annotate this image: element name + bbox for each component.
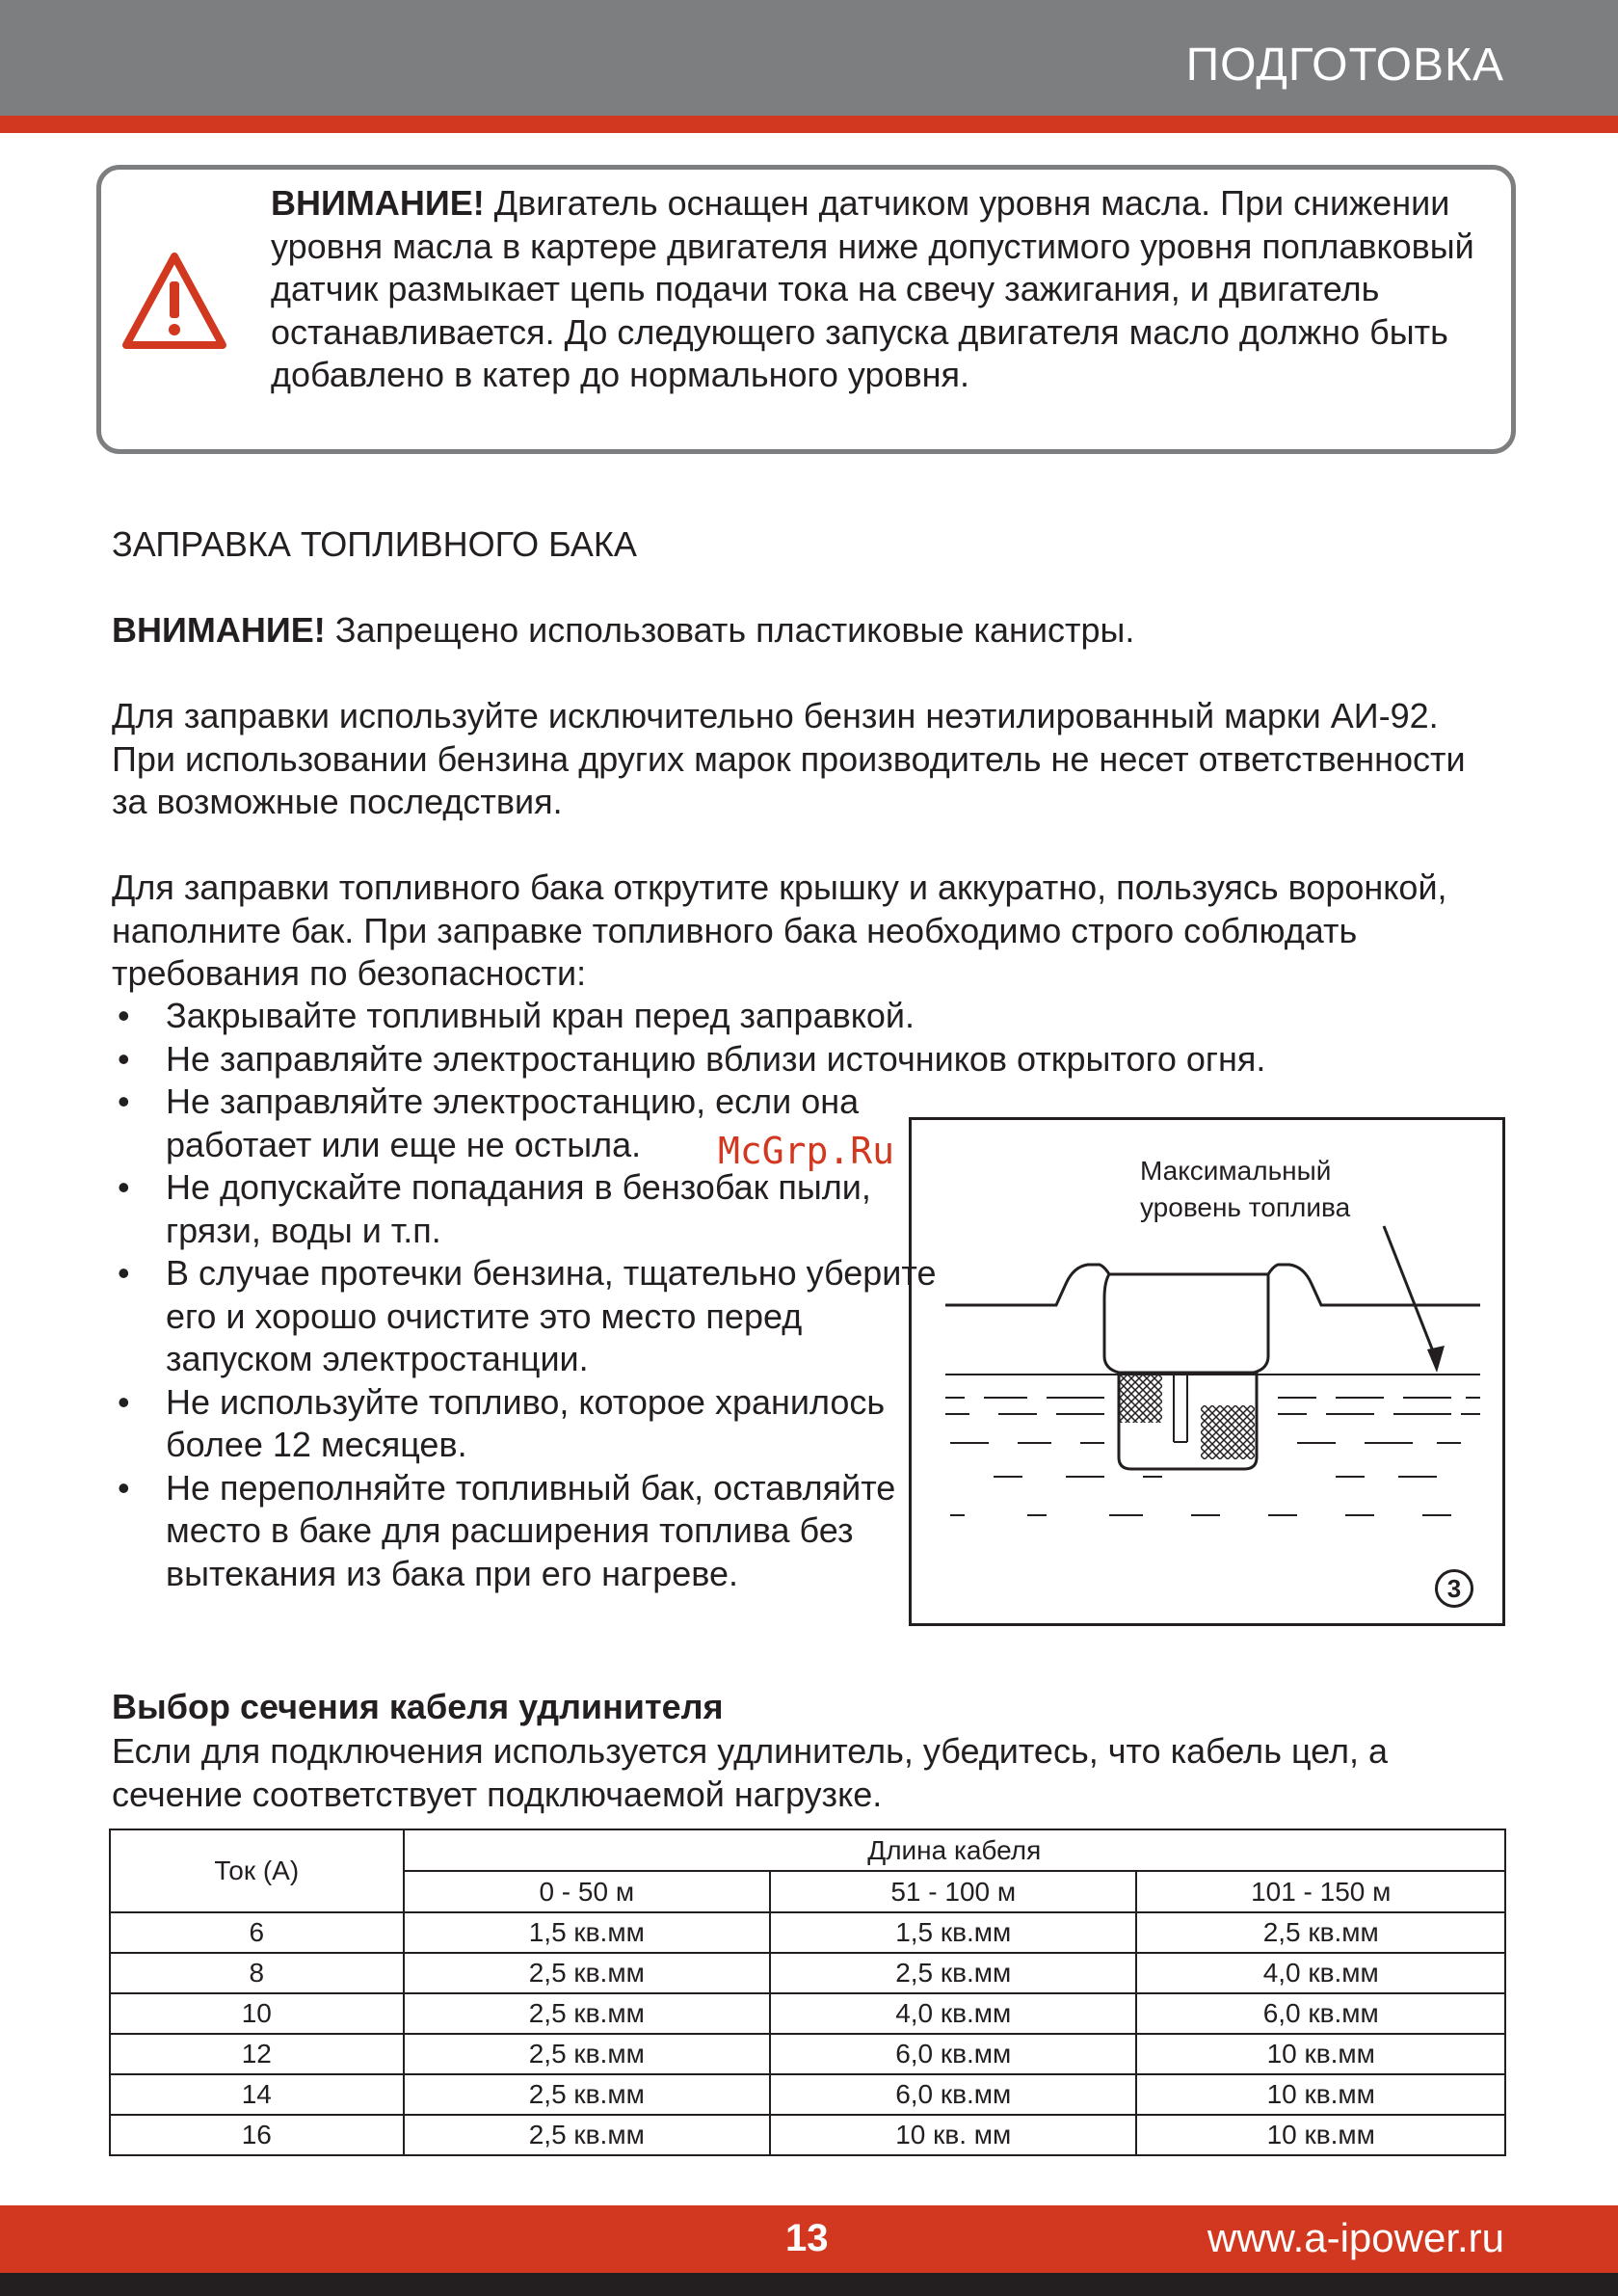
fuel-paragraph-1: Для заправки используйте исключительно бензин неэтилированный марки АИ-92. При использовании бензина других марок производитель не несет ответственности за возможные последствия. — [112, 696, 1466, 821]
table-row: 16 2,5 кв.мм 10 кв. мм 10 кв.мм — [110, 2115, 1505, 2155]
warning-body: Двигатель оснащен датчиком уровня масла. При снижении уровня масла в картере двигателя ниже допустимого уровня поплавковый датчик размыкает цепь подачи тока на свечу зажигания, и двигатель останавливается. До следующего запуска двигателя масло должно быть добавлено в катер до нормального уровня. — [271, 183, 1474, 394]
figure-number-badge: 3 — [1435, 1569, 1473, 1608]
bullet-icon: • — [118, 1167, 130, 1207]
cable-intro: Если для подключения используется удлинитель, убедитесь, что кабель цел, а сечение соответствует подключаемой нагрузке. — [112, 1731, 1389, 1814]
fuel-warning-text: Запрещено использовать пластиковые канистры. — [325, 610, 1135, 650]
footer-bar — [0, 2205, 1618, 2273]
page-number: 13 — [785, 2217, 829, 2259]
header-bar — [0, 0, 1618, 116]
table-row: 10 2,5 кв.мм 4,0 кв.мм 6,0 кв.мм — [110, 1993, 1505, 2034]
header-accent-stripe — [0, 116, 1618, 133]
section-header-title: ПОДГОТОВКА — [1185, 40, 1504, 91]
cable-length-header: Длина кабеля — [404, 1829, 1505, 1871]
table-row: 14 2,5 кв.мм 6,0 кв.мм 10 кв.мм — [110, 2074, 1505, 2115]
column-header: 51 - 100 м — [770, 1871, 1136, 1912]
current-header: Ток (А) — [110, 1829, 404, 1912]
warning-triangle-icon — [120, 249, 228, 353]
cable-section-table — [109, 1829, 1506, 2156]
table-row: 12 2,5 кв.мм 6,0 кв.мм 10 кв.мм — [110, 2034, 1505, 2074]
list-item: • Не переполняйте топливный бак, оставляйте место в баке для расширения топлива без вытекания из бака при его нагреве. — [118, 1467, 896, 1593]
fuel-section-title: ЗАПРАВКА ТОПЛИВНОГО БАКА — [112, 524, 637, 564]
list-item: • Не допускайте попадания в бензобак пыли, грязи, воды и т.п. — [118, 1167, 871, 1250]
bullet-icon: • — [118, 1081, 130, 1121]
table-row: 6 1,5 кв.мм 1,5 кв.мм 2,5 кв.мм — [110, 1912, 1505, 1953]
list-item: • Не используйте топливо, которое хранилось более 12 месяцев. — [118, 1381, 886, 1464]
column-header: 101 - 150 м — [1136, 1871, 1505, 1912]
fuel-paragraph-2: Для заправки топливного бака открутите крышку и аккуратно, пользуясь воронкой, наполните бак. При заправке топливного бака необходимо строго соблюдать требования по безопасности: — [112, 868, 1447, 993]
fuel-warning-label: ВНИМАНИЕ! — [112, 610, 326, 650]
footer-url-link[interactable]: www.a-ipower.ru — [1207, 2215, 1504, 2260]
fuel-warning — [112, 609, 1499, 653]
warning-label: ВНИМАНИЕ! — [271, 183, 485, 223]
bullet-icon: • — [118, 1467, 130, 1508]
list-item: • В случае протечки бензина, тщательно уберите его и хорошо очистите это место перед запуском электростанции. — [118, 1253, 937, 1378]
column-header: 0 - 50 м — [404, 1871, 770, 1912]
max-fuel-level-label: Максимальный уровень топлива — [1140, 1156, 1351, 1222]
warning-text — [271, 182, 1514, 397]
footer-bottom-band — [0, 2273, 1618, 2296]
cable-section-title: Выбор сечения кабеля удлинителя — [112, 1687, 724, 1726]
list-item: • Не заправляйте электростанцию вблизи источников открытого огня. — [112, 1038, 1480, 1081]
list-item: • Закрывайте топливный кран перед заправкой. — [112, 995, 1480, 1038]
bullet-icon: • — [118, 1038, 130, 1079]
watermark: McGrp.Ru — [718, 1130, 895, 1172]
table-row: 8 2,5 кв.мм 2,5 кв.мм 4,0 кв.мм — [110, 1953, 1505, 1993]
list-item: • Не заправляйте электростанцию, если она работает или еще не остыла. — [118, 1081, 860, 1164]
bullet-icon: • — [118, 996, 130, 1035]
bullet-icon: • — [118, 1381, 130, 1422]
bullet-icon: • — [118, 1253, 130, 1293]
